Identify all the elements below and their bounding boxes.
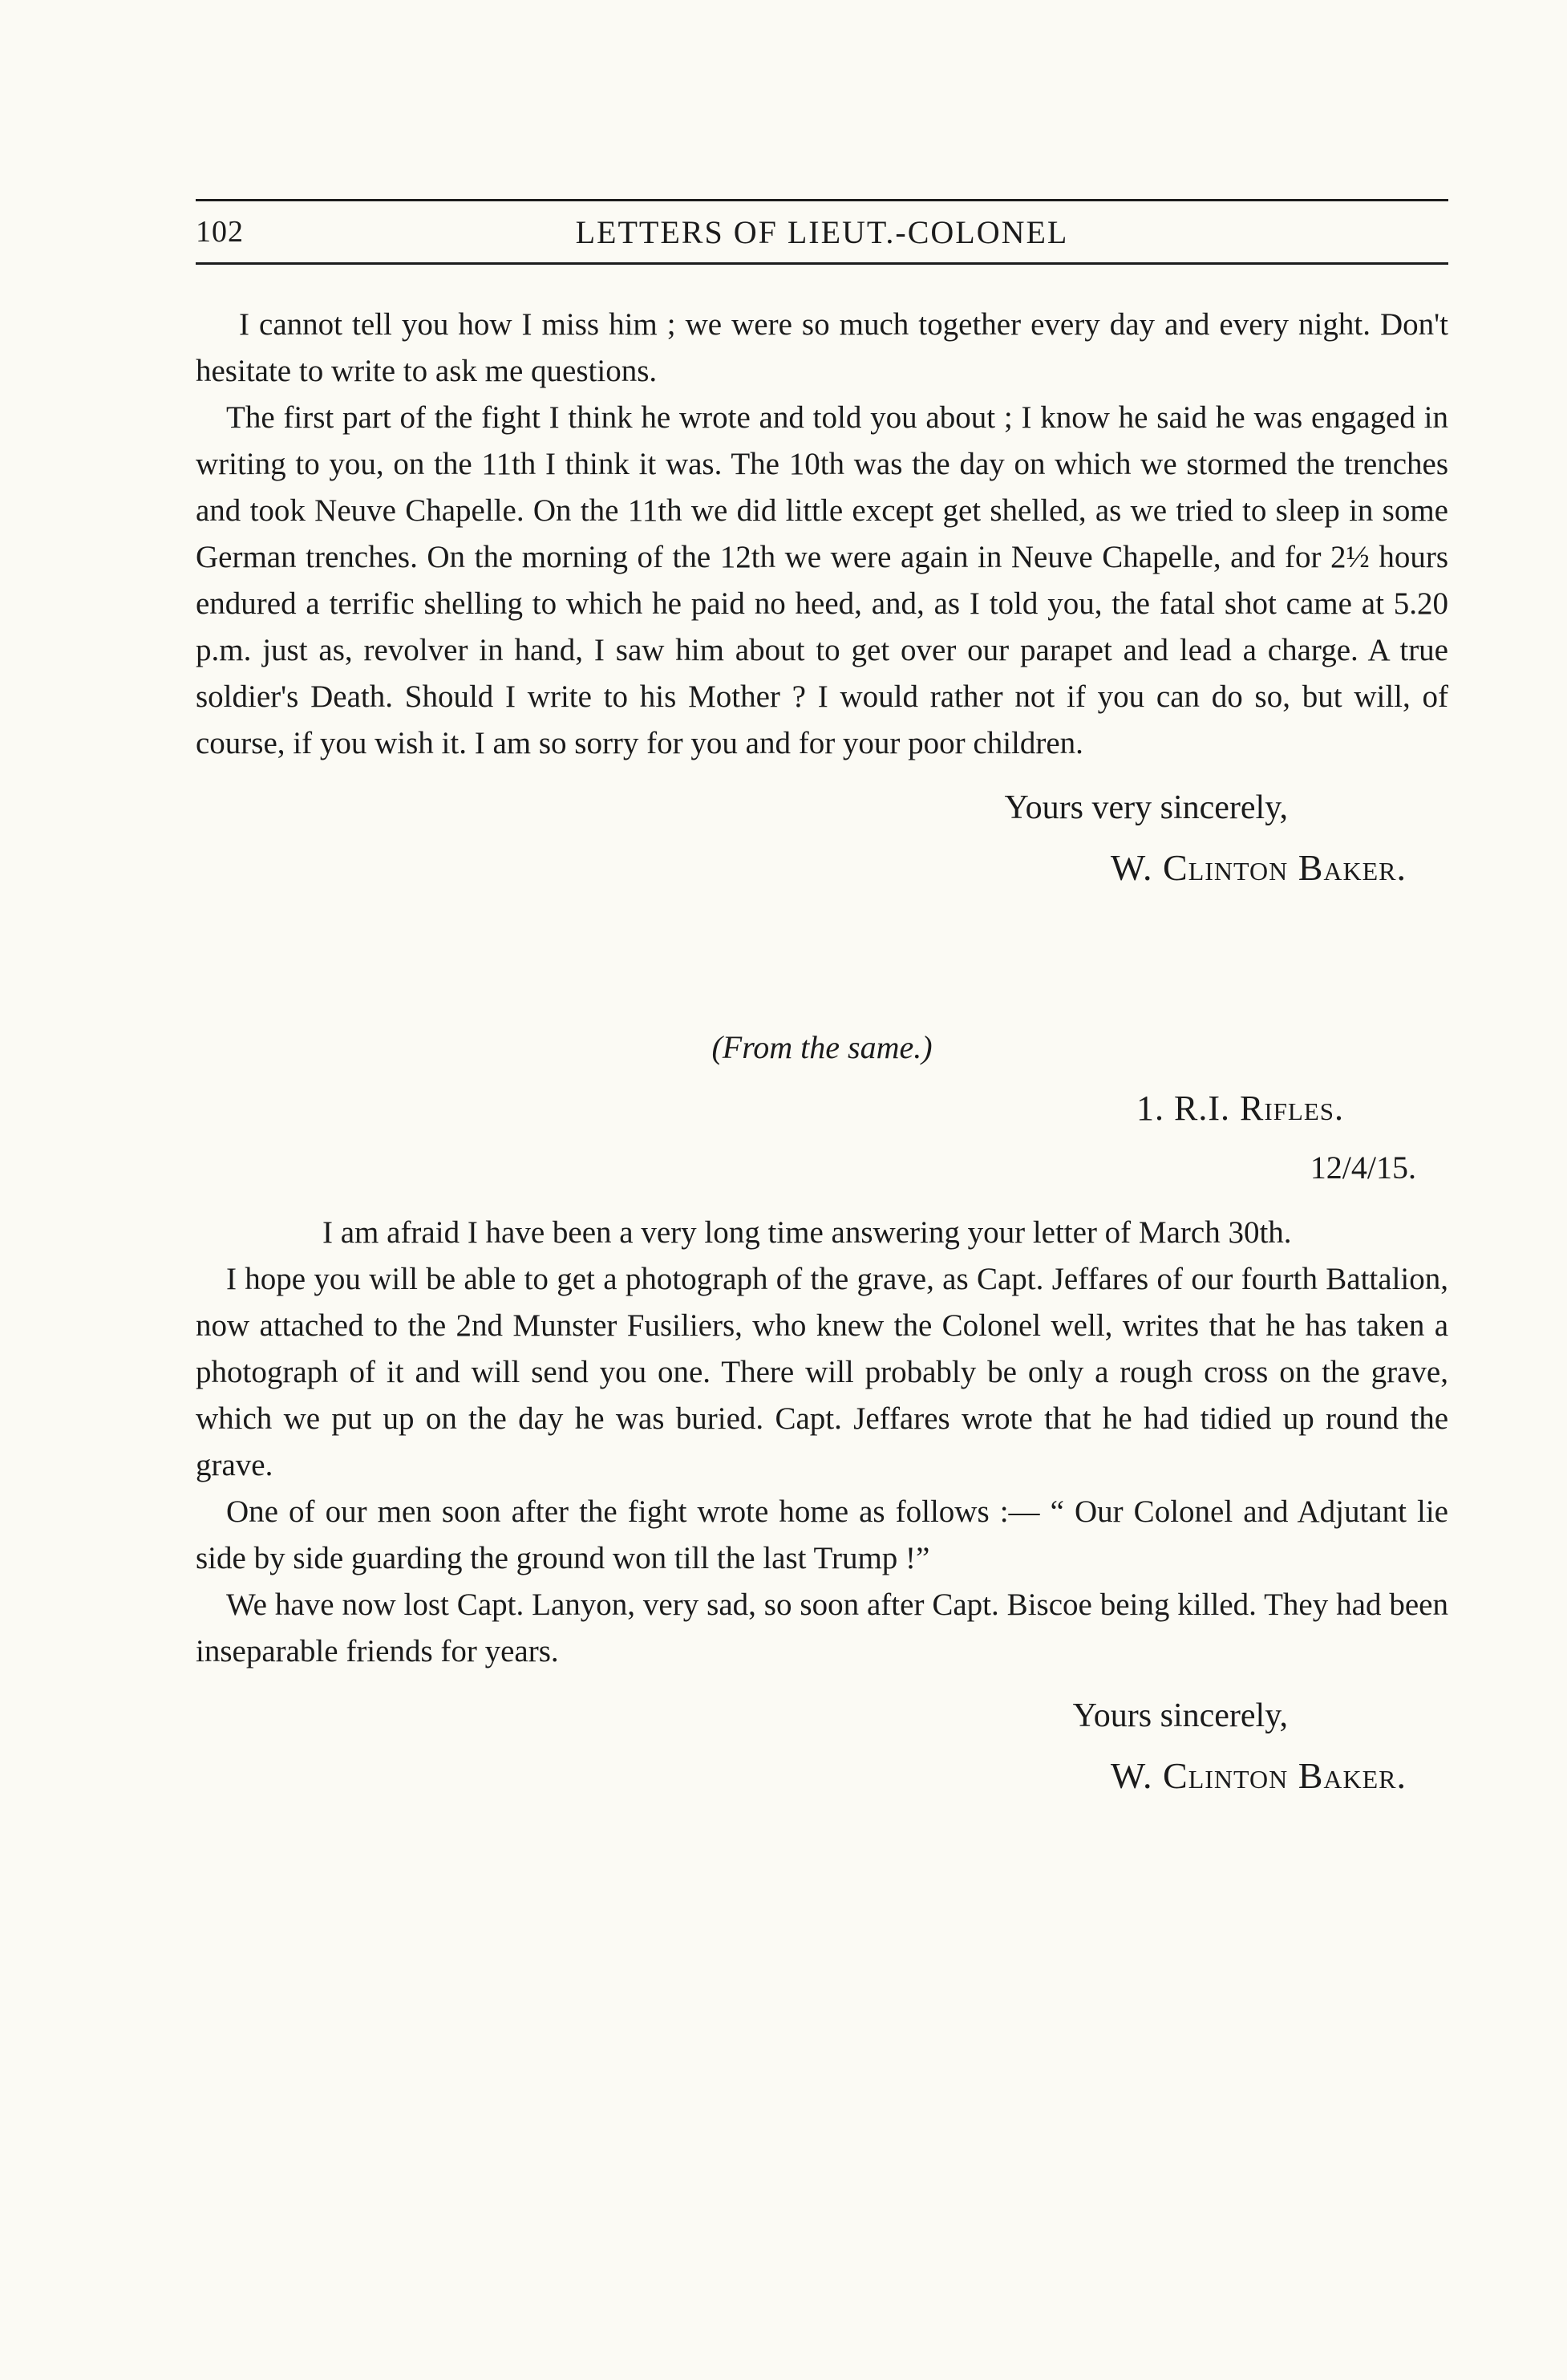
date-line: 12/4/15. — [1310, 1149, 1416, 1186]
signature: W. Clinton Baker. — [1110, 1755, 1407, 1796]
valediction: Yours very sincerely, — [1004, 789, 1288, 826]
letter-paragraph: We have now lost Capt. Lanyon, very sad, so soon after Capt. Biscoe being killed. They had been inseparable friends for years. — [196, 1587, 1448, 1668]
page-number: 102 — [196, 215, 244, 249]
letter-paragraph: The first part of the fight I think he wrote and told you about ; I know he said he was engaged in writing to you, on the 11th I think it was. The 10th was the day on which we stormed the trenches and took Neuve Chapelle. On the 11th we did little except get shelled, as we tried to sleep in some German trenches. On the morning of the 12th we were again in Neuve Chapelle, and for 2½ hours endured a terrific shelling to which he paid no heed, and, as I told you, the fatal shot came at 5.20 p.m. just as, revolver in hand, I saw him about to get over our parapet and lead a charge. A true soldier's Death. Should I write to his Mother ? I would rather not if you can do so, but will, of course, if you wish it. I am so sorry for you and for your poor children. — [196, 400, 1448, 760]
signature: W. Clinton Baker. — [1110, 847, 1407, 888]
header-row — [196, 201, 1448, 262]
letter-paragraph: I hope you will be able to get a photograph of the grave, as Capt. Jeffares of our fourth Battalion, now attached to the 2nd Munster Fusiliers, who knew the Colonel well, writes that he has taken a photograph of it and will send you one. There will probably be only a rough cross on the grave, which we put up on the day he was buried. Capt. Jeffares wrote that he had tidied up round the grave. — [196, 1262, 1448, 1482]
valediction: Yours sincerely, — [1072, 1697, 1288, 1734]
letter-paragraph: I am afraid I have been a very long time answering your letter of March 30th. — [322, 1215, 1292, 1250]
letter-2 — [196, 1028, 1448, 1802]
page-header — [196, 0, 1448, 265]
text-block — [196, 0, 1448, 1802]
regiment-line: 1. R.I. Rifles. — [1136, 1089, 1344, 1128]
header-bottom-rule — [196, 262, 1448, 265]
letter-heading: (From the same.) — [711, 1029, 933, 1065]
letter-paragraph: I cannot tell you how I miss him ; we were so much together every day and every night. Don't hesitate to write to ask me questions. — [196, 307, 1448, 388]
running-title: LETTERS OF LIEUT.-COLONEL — [575, 213, 1069, 250]
letter-paragraph: One of our men soon after the fight wrote home as follows :— “ Our Colonel and Adjutant lie side by side guarding the ground won till the last Trump !” — [196, 1494, 1448, 1575]
letter-1 — [196, 302, 1448, 894]
